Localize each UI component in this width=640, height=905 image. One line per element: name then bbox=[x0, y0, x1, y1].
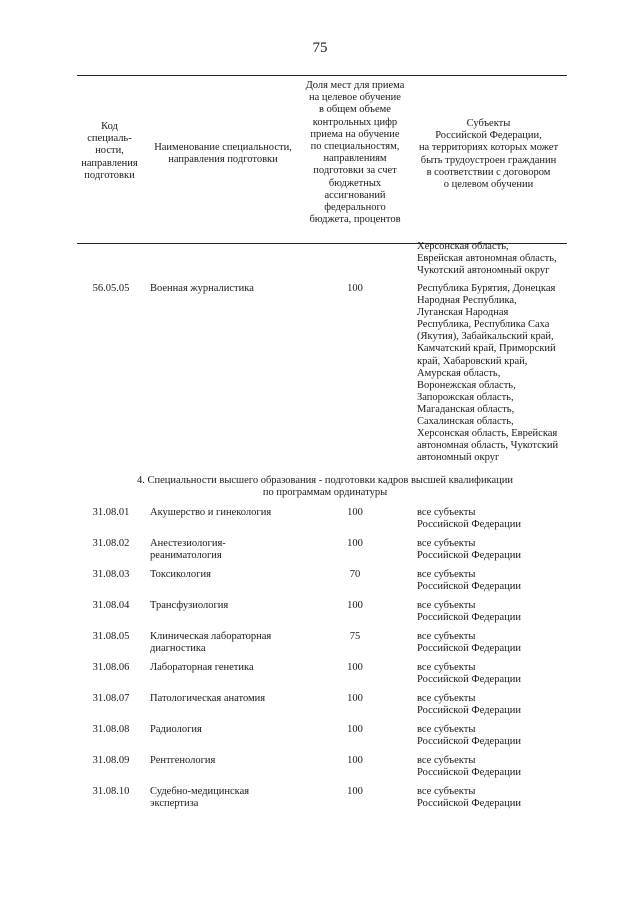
row-code: 31.08.10 bbox=[92, 786, 130, 797]
section-title: 4. Специальности высшего образования - подготовки кадров высшей квалификации по программам ординатуры bbox=[136, 475, 514, 499]
row-name: Акушерство и гинекология bbox=[150, 507, 272, 518]
row-share: 100 bbox=[347, 662, 363, 673]
header-name: Наименование специальности, направления подготовки bbox=[154, 142, 292, 166]
row-code: 31.08.06 bbox=[92, 662, 130, 673]
row-share: 100 bbox=[347, 283, 363, 294]
row-code: 56.05.05 bbox=[92, 283, 130, 294]
row-name: Военная журналистика bbox=[150, 283, 254, 294]
row-share: 100 bbox=[347, 600, 363, 611]
row-share: 75 bbox=[349, 631, 361, 642]
row-name: Токсикология bbox=[150, 569, 211, 580]
header-subjects: Субъекты Российской Федерации, на территориях которых может быть трудоустроен гражданин в соответствии с договором о целевом обучении bbox=[418, 118, 559, 191]
row-name: Судебно-медицинская экспертиза bbox=[150, 786, 250, 810]
row-subjects: все субъекты Российской Федерации bbox=[417, 569, 521, 593]
row-share: 100 bbox=[347, 724, 363, 735]
row-code: 31.08.07 bbox=[92, 693, 130, 704]
row-share: 100 bbox=[347, 786, 363, 797]
header-share: Доля мест для приема на целевое обучение в общем объеме контрольных цифр приема на обучение по специальностям, направлениям подготовки за счет бюджетных ассигнований федерального бюджета, процентов bbox=[305, 80, 405, 226]
row-code: 31.08.04 bbox=[92, 600, 130, 611]
row-code: 31.08.09 bbox=[92, 755, 130, 766]
row-subjects: все субъекты Российской Федерации bbox=[417, 786, 521, 810]
row-subjects: все субъекты Российской Федерации bbox=[417, 693, 521, 717]
row-name: Радиология bbox=[150, 724, 202, 735]
row-subjects: все субъекты Российской Федерации bbox=[417, 538, 521, 562]
row-code: 31.08.08 bbox=[92, 724, 130, 735]
row-code: 31.08.05 bbox=[92, 631, 130, 642]
row-share: 100 bbox=[347, 755, 363, 766]
row-code: 31.08.01 bbox=[92, 507, 130, 518]
continuation-subjects: Херсонская область, Еврейская автономная область, Чукотский автономный округ bbox=[417, 241, 557, 277]
row-share: 70 bbox=[349, 569, 361, 580]
row-code: 31.08.02 bbox=[92, 538, 130, 549]
row-code: 31.08.03 bbox=[92, 569, 130, 580]
row-subjects: все субъекты Российской Федерации bbox=[417, 631, 521, 655]
row-name: Патологическая анатомия bbox=[150, 693, 266, 704]
header-rule-top bbox=[77, 75, 567, 76]
page-number: 75 bbox=[312, 40, 328, 56]
row-share: 100 bbox=[347, 507, 363, 518]
row-name: Рентгенология bbox=[150, 755, 216, 766]
row-share: 100 bbox=[347, 538, 363, 549]
row-subjects: все субъекты Российской Федерации bbox=[417, 662, 521, 686]
row-subjects: все субъекты Российской Федерации bbox=[417, 600, 521, 624]
row-subjects: все субъекты Российской Федерации bbox=[417, 724, 521, 748]
row-subjects: Республика Бурятия, Донецкая Народная Республика, Луганская Народная Республика, Республика Саха (Якутия), Забайкальский край, Камчатский край, Приморский край, Хабаровский край, Амурская область, Воронежская область, Запорожская область, Магаданская область, Сахалинская область, Херсонская область, Еврейская автономная область, Чукотский автономный округ bbox=[417, 283, 559, 464]
row-name: Лабораторная генетика bbox=[150, 662, 254, 673]
row-subjects: все субъекты Российской Федерации bbox=[417, 507, 521, 531]
row-name: Клиническая лабораторная диагностика bbox=[150, 631, 272, 655]
row-subjects: все субъекты Российской Федерации bbox=[417, 755, 521, 779]
row-share: 100 bbox=[347, 693, 363, 704]
header-code: Код специаль- ности, направления подготовки bbox=[81, 121, 138, 181]
row-name: Трансфузиология bbox=[150, 600, 229, 611]
row-name: Анестезиология- реаниматология bbox=[150, 538, 226, 562]
